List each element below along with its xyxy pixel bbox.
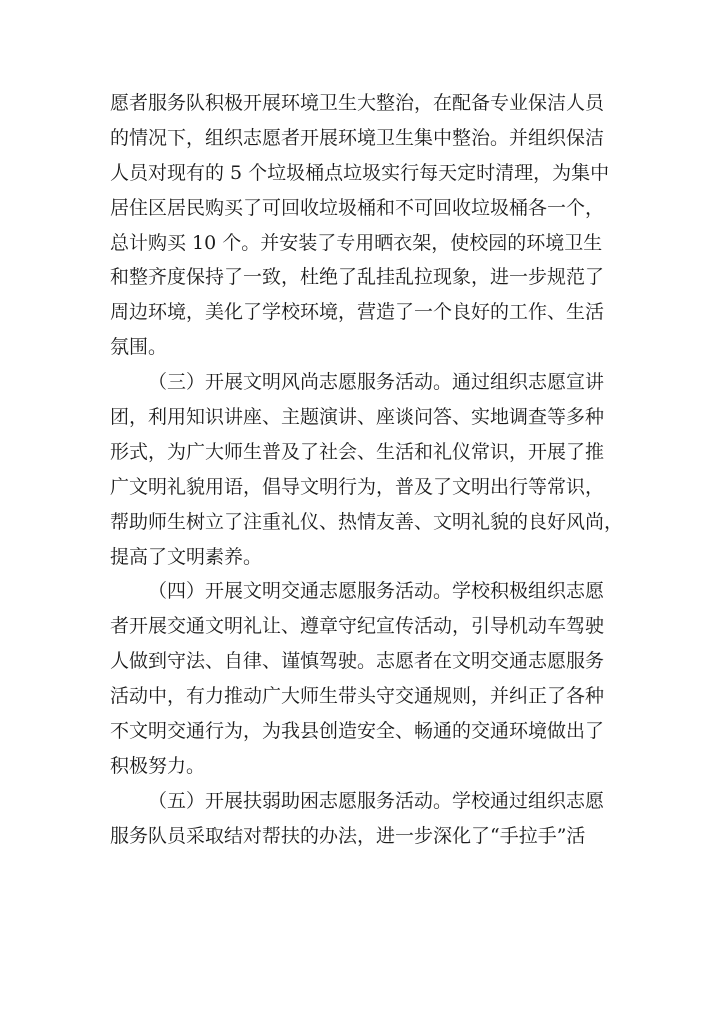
text-line: 广文明礼貌用语，倡导文明行为，普及了文明出行等常识， — [110, 475, 605, 498]
section-heading-line: （五）开展扶弱助困志愿服务活动。学校通过组织志愿 — [148, 789, 605, 812]
text-line: 人做到守法、自律、谨慎驾驶。志愿者在文明交通志愿服务 — [110, 650, 605, 673]
text-line: 帮助师生树立了注重礼仪、热情友善、文明礼貌的良好风尚， — [110, 510, 624, 533]
text-line: 积极努力。 — [110, 754, 206, 777]
section-heading-line: （四）开展文明交通志愿服务活动。学校积极组织志愿 — [148, 580, 605, 603]
text-line: 周边环境，美化了学校环境，营造了一个良好的工作、生活 — [110, 301, 605, 324]
text-line: 人员对现有的 5 个垃圾桶点垃圾实行每天定时清理，为集中 — [110, 161, 610, 184]
text-line: 形式，为广大师生普及了社会、生活和礼仪常识，开展了推 — [110, 440, 605, 463]
text-line: 和整齐度保持了一致，杜绝了乱挂乱拉现象，进一步规范了 — [110, 266, 605, 289]
text-line: 不文明交通行为，为我县创造安全、畅通的交通环境做出了 — [110, 720, 605, 743]
text-line: 居住区居民购买了可回收垃圾桶和不可回收垃圾桶各一个， — [110, 196, 605, 219]
text-line: 团，利用知识讲座、主题演讲、座谈问答、实地调查等多种 — [110, 406, 605, 429]
text-line: 提高了文明素养。 — [110, 545, 263, 568]
text-line: 服务队员采取结对帮扶的办法，进一步深化了“手拉手”活 — [110, 824, 586, 847]
text-line: 者开展交通文明礼让、遵章守纪宣传活动，引导机动车驾驶 — [110, 615, 605, 638]
text-line: 氛围。 — [110, 336, 168, 359]
section-heading-line: （三）开展文明风尚志愿服务活动。通过组织志愿宣讲 — [148, 371, 605, 394]
text-line: 的情况下，组织志愿者开展环境卫生集中整治。并组织保洁 — [110, 126, 605, 149]
text-line: 愿者服务队积极开展环境卫生大整治，在配备专业保洁人员 — [110, 92, 605, 114]
text-line: 活动中，有力推动广大师生带头守交通规则，并纠正了各种 — [110, 685, 605, 708]
body-text — [110, 86, 624, 854]
text-line: 总计购买 10 个。并安装了专用晒衣架，使校园的环境卫生 — [110, 231, 603, 254]
